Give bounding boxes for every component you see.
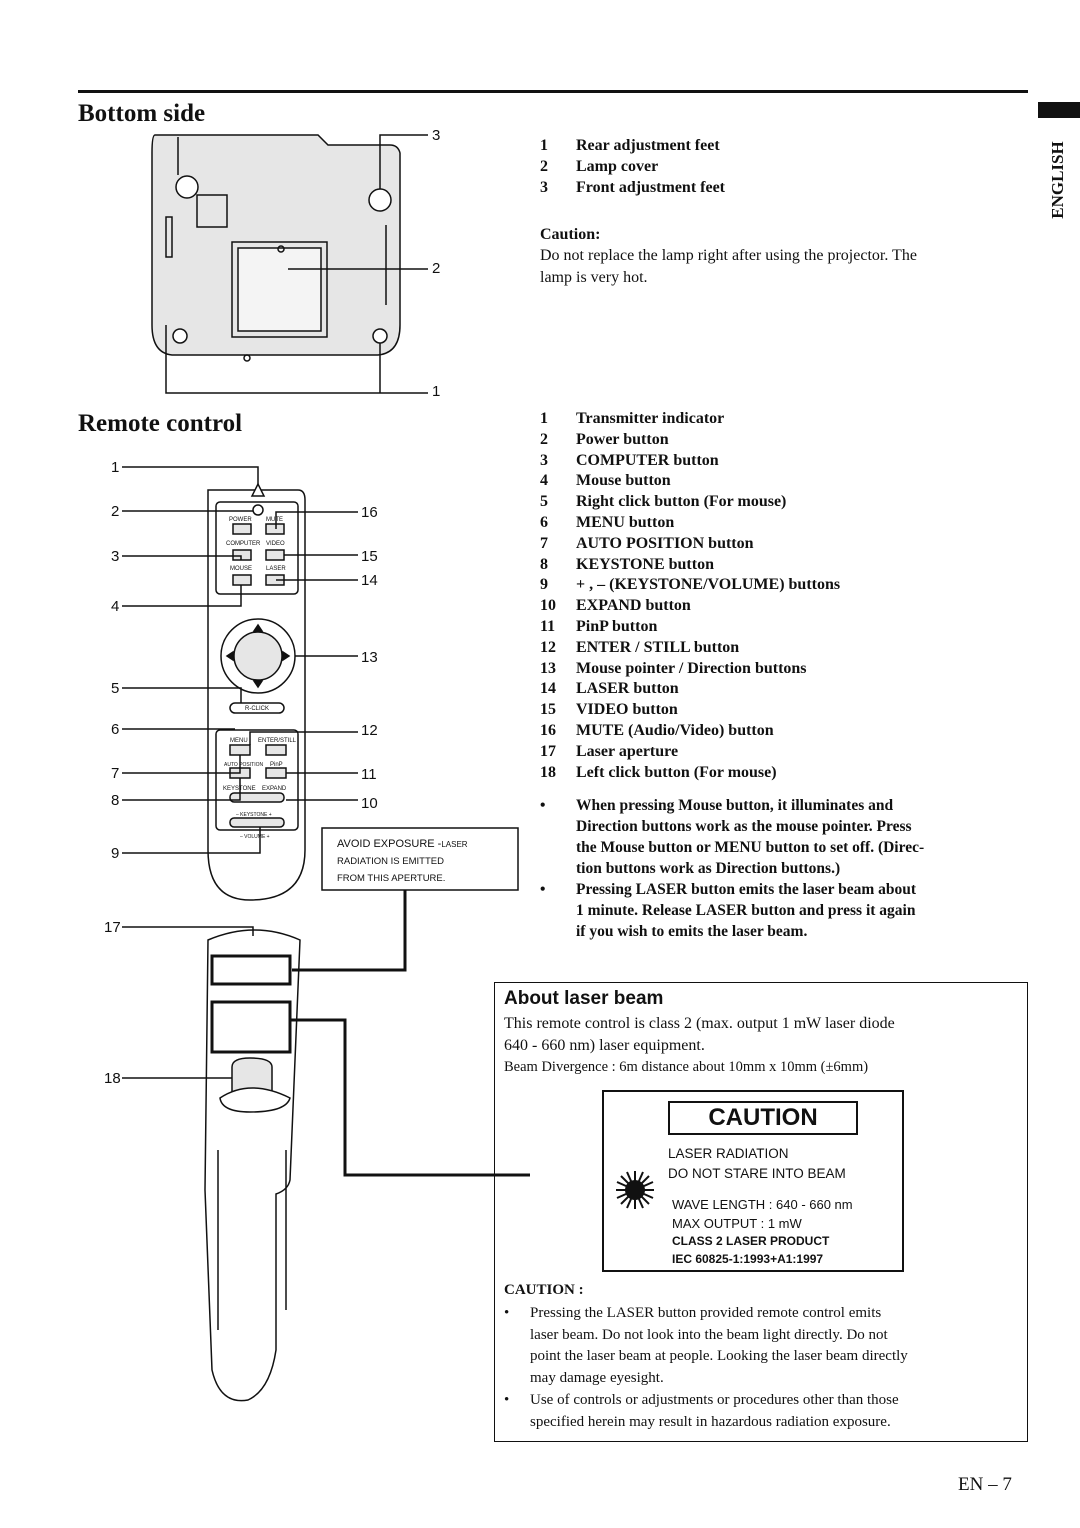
wave-length-text: WAVE LENGTH : 640 - 660 nm xyxy=(672,1197,853,1212)
volume-bar-label: – VOLUME + xyxy=(240,834,270,840)
remote-diagram xyxy=(100,450,530,1450)
bottom-callout-3: 3 xyxy=(432,127,441,144)
list-item: 10 EXPAND button xyxy=(540,597,691,615)
top-rule xyxy=(78,90,1028,93)
remote-callout-6: 6 xyxy=(111,721,120,738)
iec-text: IEC 60825-1:1993+A1:1997 xyxy=(672,1252,824,1266)
bottom-callout-2: 2 xyxy=(432,260,441,277)
bottom-side-parts-list xyxy=(540,136,725,198)
list-item: 17 Laser aperture xyxy=(540,742,679,760)
remote-callout-16: 16 xyxy=(361,504,378,521)
beam-divergence: Beam Divergence : 6m distance about 10mm x 10mm (±6mm) xyxy=(504,1059,869,1075)
list-item: 4 Mouse button xyxy=(540,472,671,490)
list-item: 5 Right click button (For mouse) xyxy=(540,493,787,511)
pinp-button-label: PinP xyxy=(270,762,283,768)
do-not-stare-text: DO NOT STARE INTO BEAM xyxy=(668,1166,846,1181)
list-item: 13 Mouse pointer / Direction buttons xyxy=(540,659,807,677)
page-number: EN – 7 xyxy=(958,1474,1012,1495)
list-item: 6 MENU button xyxy=(540,513,675,531)
remote-callout-13: 13 xyxy=(361,649,378,666)
laser-radiation-text: LASER RADIATION xyxy=(668,1146,789,1161)
keystone-bar-label: – KEYSTONE + xyxy=(236,812,272,818)
remote-callout-8: 8 xyxy=(111,792,120,809)
list-item: 15 VIDEO button xyxy=(540,701,678,719)
power-button-label: POWER xyxy=(229,517,252,523)
remote-parts-list xyxy=(540,409,840,783)
remote-callout-2: 2 xyxy=(111,503,120,520)
bottom-side-title: Bottom side xyxy=(78,100,206,127)
bottom-caution-heading: Caution: xyxy=(540,226,601,243)
aperture-warning: AVOID EXPOSURE -LASER RADIATION IS EMITTED FROM THIS APERTURE. xyxy=(337,838,468,884)
callout-line-1 xyxy=(122,467,258,484)
rclick-button-label: R-CLICK xyxy=(245,706,270,712)
list-item: 12 ENTER / STILL button xyxy=(540,638,740,656)
caution-word: CAUTION xyxy=(668,1101,858,1135)
menu-button-label: MENU xyxy=(230,738,248,744)
video-button-label: VIDEO xyxy=(266,541,285,547)
mouse-button-label: MOUSE xyxy=(230,566,253,572)
list-item: 11 PinP button xyxy=(540,617,658,635)
expand-button-label: EXPAND xyxy=(262,786,287,792)
remote-callout-4: 4 xyxy=(111,598,120,615)
remote-callout-1: 1 xyxy=(111,459,120,476)
remote-note-laser: • Pressing LASER button emits the laser beam about 1 minute. Release LASER button and press it again if you wish to emits the laser beam. xyxy=(540,881,917,940)
language-tab xyxy=(1038,102,1080,236)
laser-caution-bullet-2: • Use of controls or adjustments or procedures other than those specified herein may result in hazardous radiation exposure. xyxy=(504,1392,899,1430)
language-tab-bar xyxy=(1038,102,1080,118)
list-item: 9 + , – (KEYSTONE/VOLUME) buttons xyxy=(540,576,841,594)
autopos-button-label: AUTO POSITION xyxy=(224,762,264,768)
remote-callout-10: 10 xyxy=(361,795,378,812)
laser-button-label: LASER xyxy=(266,566,286,572)
remote-callout-17: 17 xyxy=(104,919,121,936)
computer-button-label: COMPUTER xyxy=(226,541,261,547)
list-item: 1 Rear adjustment feet xyxy=(540,137,720,154)
class-product-text: CLASS 2 LASER PRODUCT xyxy=(672,1234,830,1248)
laser-caution-bullet-1: • Pressing the LASER button provided remote control emits laser beam. Do not look into the beam light directly. Do not point the laser beam at people. Looking the laser beam directly may damage eyesight. xyxy=(504,1305,908,1386)
list-item: 3 COMPUTER button xyxy=(540,451,719,469)
list-item: 8 KEYSTONE button xyxy=(540,555,714,573)
laser-caution-heading: CAUTION : xyxy=(504,1282,584,1298)
list-item: 2 Lamp cover xyxy=(540,157,659,175)
list-item: 14 LASER button xyxy=(540,680,679,698)
remote-callout-15: 15 xyxy=(361,548,378,565)
remote-callout-7: 7 xyxy=(111,765,120,782)
list-item: 18 Left click button (For mouse) xyxy=(540,763,777,781)
mute-button-label: MUTE xyxy=(266,517,283,523)
max-output-text: MAX OUTPUT : 1 mW xyxy=(672,1216,802,1231)
remote-callout-18: 18 xyxy=(104,1070,121,1087)
remote-callout-12: 12 xyxy=(361,722,378,739)
enter-button-label: ENTER/STILL xyxy=(258,738,297,744)
remote-callout-11: 11 xyxy=(361,766,377,783)
remote-callout-5: 5 xyxy=(111,680,120,697)
list-item: 3 Front adjustment feet xyxy=(540,178,726,196)
bottom-caution-text: Do not replace the lamp right after using the projector. The lamp is very hot. xyxy=(540,247,917,286)
laser-box-text: This remote control is class 2 (max. output 1 mW laser diode 640 - 660 nm) laser equipment. xyxy=(504,1015,895,1054)
remote-note-mouse: • When pressing Mouse button, it illuminates and Direction buttons work as the mouse pointer. Press the Mouse button or MENU button to set off. (Direc- tion buttons work as Direction buttons.) xyxy=(540,797,925,877)
remote-callout-9: 9 xyxy=(111,845,120,862)
laser-starburst-icon xyxy=(615,1170,655,1210)
list-item: 7 AUTO POSITION button xyxy=(540,534,754,552)
keystone-button-label: KEYSTONE xyxy=(223,786,256,792)
list-item: 16 MUTE (Audio/Video) button xyxy=(540,721,774,739)
list-item: 2 Power button xyxy=(540,430,669,448)
remote-callout-14: 14 xyxy=(361,572,378,589)
projector-bottom-diagram xyxy=(140,125,450,405)
remote-control-title: Remote control xyxy=(78,410,243,437)
language-tab-label: ENGLISH xyxy=(1048,141,1067,219)
list-item: 1 Transmitter indicator xyxy=(540,410,725,427)
remote-callout-3: 3 xyxy=(111,548,120,565)
laser-box-title: About laser beam xyxy=(504,988,664,1009)
bottom-callout-1: 1 xyxy=(432,383,441,400)
